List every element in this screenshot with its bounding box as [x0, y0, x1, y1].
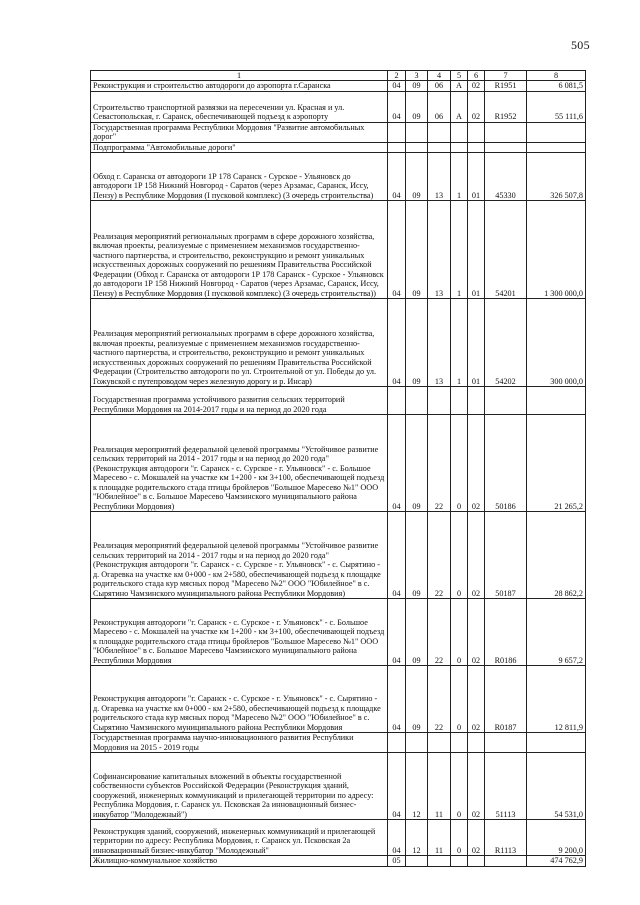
cell-amount: [527, 122, 586, 142]
column-header: 6: [468, 71, 485, 81]
row-name: Подпрограмма "Автомобильные дороги": [91, 142, 388, 153]
row-name: Строительство транспортной развязки на пересечении ул. Красная и ул. Севастопольская, г. Саранск, обеспечивающей подъезд к аэропорту: [91, 91, 388, 122]
cell-code: [485, 856, 527, 867]
cell-section: 04: [388, 415, 406, 512]
cell-code: 45330: [485, 153, 527, 201]
cell-program: 22: [428, 512, 451, 599]
cell-program: 06: [428, 91, 451, 122]
column-header: 8: [527, 71, 586, 81]
cell-subsection: [406, 387, 428, 415]
cell-activity: 01: [468, 299, 485, 387]
table-row: [91, 153, 586, 201]
cell-subprogram: А: [451, 81, 468, 92]
cell-subprogram: 0: [451, 512, 468, 599]
cell-program: [428, 856, 451, 867]
cell-code: 54201: [485, 201, 527, 299]
cell-activity: 02: [468, 415, 485, 512]
cell-subsection: 12: [406, 820, 428, 856]
cell-amount: [527, 142, 586, 153]
cell-section: [388, 387, 406, 415]
table-row: [91, 512, 586, 599]
cell-subprogram: 0: [451, 599, 468, 666]
cell-section: 04: [388, 153, 406, 201]
column-header: 7: [485, 71, 527, 81]
cell-program: [428, 733, 451, 753]
cell-activity: 02: [468, 753, 485, 820]
cell-program: 11: [428, 753, 451, 820]
cell-activity: 01: [468, 153, 485, 201]
cell-amount: [527, 733, 586, 753]
cell-program: 22: [428, 415, 451, 512]
cell-section: 04: [388, 91, 406, 122]
cell-subprogram: [451, 856, 468, 867]
page-number: 505: [571, 38, 590, 52]
cell-program: 13: [428, 153, 451, 201]
column-header: 3: [406, 71, 428, 81]
cell-amount: 9 200,0: [527, 820, 586, 856]
cell-section: [388, 733, 406, 753]
cell-activity: 02: [468, 81, 485, 92]
table-row: [91, 599, 586, 666]
cell-code: R1952: [485, 91, 527, 122]
cell-subprogram: 0: [451, 415, 468, 512]
cell-program: [428, 387, 451, 415]
cell-subprogram: 1: [451, 153, 468, 201]
cell-subprogram: 0: [451, 820, 468, 856]
table-row: [91, 387, 586, 415]
table-body: [91, 81, 586, 867]
row-name: Государственная программа Республики Мордовия "Развитие автомобильных дорог": [91, 122, 388, 142]
cell-amount: 9 657,2: [527, 599, 586, 666]
table-row: [91, 122, 586, 142]
cell-subprogram: 0: [451, 666, 468, 733]
table-row: [91, 415, 586, 512]
cell-amount: 28 862,2: [527, 512, 586, 599]
cell-amount: 54 531,0: [527, 753, 586, 820]
cell-code: 51113: [485, 753, 527, 820]
cell-amount: 21 265,2: [527, 415, 586, 512]
column-header: 5: [451, 71, 468, 81]
cell-activity: [468, 387, 485, 415]
table-row: [91, 142, 586, 153]
cell-subsection: 09: [406, 153, 428, 201]
table-row: [91, 299, 586, 387]
cell-activity: [468, 142, 485, 153]
cell-subsection: 09: [406, 91, 428, 122]
row-name: Жилищно-коммунальное хозяйство: [91, 856, 388, 867]
cell-subprogram: [451, 733, 468, 753]
cell-subprogram: А: [451, 91, 468, 122]
column-header: 4: [428, 71, 451, 81]
cell-section: 04: [388, 666, 406, 733]
cell-code: [485, 122, 527, 142]
row-name: Реализация мероприятий федеральной целевой программы "Устойчивое развитие сельских территорий на 2014 - 2017 годы и на период до 2020 года" (Реконструкция автодороги "г. Саранск - с. Сурское - г. Ульяновск" - с. Большое Маресево - с. Мокшалей на участке км 1+200 - км 3+100, обеспечивающей подъезд к площадке родительского стада птицы бройлеров "Большое Маресево №1" ООО "Юбилейное" в с. Большое Маресево Чамзинского муниципального района Республики Мордовия): [91, 415, 388, 512]
cell-subsection: 09: [406, 666, 428, 733]
cell-program: [428, 122, 451, 142]
budget-table: [90, 70, 586, 867]
row-name: Реконструкция автодороги "г. Саранск - с. Сурское - г. Ульяновск" - с. Сырятино - д. Огаревка на участке км 0+000 - км 2+580, обеспечивающей подъезд к площадке родительского стада кур мясных пород "Маресево №2" ООО "Юбилейное" в с. Сырятино Чамзинского муниципального района Республики Мордовия: [91, 666, 388, 733]
cell-amount: 300 000,0: [527, 299, 586, 387]
cell-amount: 6 081,5: [527, 81, 586, 92]
cell-subsection: 09: [406, 512, 428, 599]
table-row: [91, 201, 586, 299]
cell-activity: [468, 856, 485, 867]
cell-subsection: 09: [406, 599, 428, 666]
cell-section: 04: [388, 201, 406, 299]
row-name: Реконструкция автодороги "г. Саранск - с. Сурское - г. Ульяновск" - с. Большое Маресево - с. Мокшалей на участке км 1+200 - км 3+100, обеспечивающей подъезд к площадке родительского стада птицы бройлеров "Большое Маресево №1" ООО "Юбилейное" в с. Большое Маресево Чамзинского муниципального района Республики Мордовия: [91, 599, 388, 666]
table-row: [91, 91, 586, 122]
cell-activity: 02: [468, 512, 485, 599]
cell-subprogram: 1: [451, 299, 468, 387]
row-name: Софинансирование капитальных вложений в объекты государственной собственности субъектов Российской Федерации (Реконструкция зданий, сооружений, инженерных коммуникаций и прилегающей территории по адресу: Республика Мордовия, г. Саранск ул. Псковская 2а инновационный бизнес-инкубатор "Молодежный"): [91, 753, 388, 820]
cell-code: [485, 733, 527, 753]
table-row: [91, 820, 586, 856]
cell-subsection: [406, 142, 428, 153]
cell-subprogram: 0: [451, 753, 468, 820]
cell-activity: 02: [468, 599, 485, 666]
cell-code: R1113: [485, 820, 527, 856]
cell-code: 50187: [485, 512, 527, 599]
cell-subprogram: [451, 122, 468, 142]
cell-subsection: 12: [406, 753, 428, 820]
column-header: 1: [91, 71, 388, 81]
table-header-row: [91, 71, 586, 81]
cell-subprogram: 1: [451, 201, 468, 299]
cell-activity: [468, 733, 485, 753]
cell-code: 50186: [485, 415, 527, 512]
cell-section: 04: [388, 299, 406, 387]
cell-activity: 02: [468, 820, 485, 856]
cell-subprogram: [451, 387, 468, 415]
row-name: Реконструкция и строительство автодороги до аэропорта г.Саранска: [91, 81, 388, 92]
cell-section: 04: [388, 753, 406, 820]
cell-amount: [527, 387, 586, 415]
table-row: [91, 733, 586, 753]
cell-amount: 474 762,9: [527, 856, 586, 867]
row-name: Реализация мероприятий региональных программ в сфере дорожного хозяйства, включая проекты, реализуемые с применением механизмов государственно-частного партнерства, и строительство, реконструкцию и ремонт уникальных искусственных дорожных сооружений по решениям Правительства Российской Федерации (Обход г. Саранска от автодороги 1Р 178 Саранск - Сурское - Ульяновск до автодороги 1Р 158 Нижний Новгород - Саратов (через Арзамас, Саранск, Иссу, Пензу) в Республике Мордовия (I пусковой комплекс) (3 очередь строительства)): [91, 201, 388, 299]
column-header: 2: [388, 71, 406, 81]
table-row: [91, 856, 586, 867]
cell-program: 11: [428, 820, 451, 856]
cell-program: 22: [428, 599, 451, 666]
row-name: Обход г. Саранска от автодороги 1Р 178 Саранск - Сурское - Ульяновск до автодороги 1Р 158 Нижний Новгород - Саратов (через Арзамас, Саранск, Иссу, Пензу) в Республике Мордовия (I пусковой комплекс) (3 очередь строительства): [91, 153, 388, 201]
cell-program: 06: [428, 81, 451, 92]
cell-code: 54202: [485, 299, 527, 387]
cell-subprogram: [451, 142, 468, 153]
row-name: Реализация мероприятий федеральной целевой программы "Устойчивое развитие сельских территорий на 2014 - 2017 годы и на период до 2020 года" (Реконструкция автодороги "г. Саранск - с. Сурское - г. Ульяновск" - с. Сырятино - д. Огаревка на участке км 0+000 - км 2+580, обеспечивающей подъезд к площадке родительского стада кур мясных пород "Маресево №2" ООО "Юбилейное" в с. Сырятино Чамзинского муниципального района Республики Мордовия): [91, 512, 388, 599]
row-name: Реализация мероприятий региональных программ в сфере дорожного хозяйства, включая проекты, реализуемые с применением механизмов государственно-частного партнерства, и строительство, реконструкцию и ремонт уникальных искусственных дорожных сооружений по решениям Правительства Российской Федерации (Строительство автодороги по ул. Строительной от ул. Победы до ул. Гожувской с путепроводом через железную дорогу и р. Инсар): [91, 299, 388, 387]
cell-subsection: 09: [406, 201, 428, 299]
cell-subsection: [406, 733, 428, 753]
cell-subsection: 09: [406, 299, 428, 387]
cell-subsection: [406, 856, 428, 867]
cell-activity: [468, 122, 485, 142]
cell-subsection: 09: [406, 415, 428, 512]
cell-section: 04: [388, 820, 406, 856]
cell-program: 13: [428, 299, 451, 387]
cell-activity: 01: [468, 201, 485, 299]
cell-section: 04: [388, 512, 406, 599]
cell-activity: 02: [468, 91, 485, 122]
row-name: Государственная программа научно-инновационного развития Республики Мордовия на 2015 - 2019 годы: [91, 733, 388, 753]
table-row: [91, 753, 586, 820]
cell-section: 05: [388, 856, 406, 867]
cell-program: [428, 142, 451, 153]
cell-code: R0187: [485, 666, 527, 733]
row-name: Реконструкция зданий, сооружений, инженерных коммуникаций и прилегающей территории по адресу: Республика Мордовия, г. Саранск ул. Псковская 2а инновационный бизнес-инкубатор "Молодежный": [91, 820, 388, 856]
cell-program: 22: [428, 666, 451, 733]
cell-code: R1951: [485, 81, 527, 92]
cell-subsection: 09: [406, 81, 428, 92]
cell-subsection: [406, 122, 428, 142]
cell-section: 04: [388, 81, 406, 92]
cell-amount: 55 111,6: [527, 91, 586, 122]
cell-activity: 02: [468, 666, 485, 733]
cell-section: 04: [388, 599, 406, 666]
cell-program: 13: [428, 201, 451, 299]
table-row: [91, 666, 586, 733]
row-name: Государственная программа устойчивого развития сельских территорий Республики Мордовия на 2014-2017 годы и на период до 2020 года: [91, 387, 388, 415]
cell-code: [485, 142, 527, 153]
cell-code: [485, 387, 527, 415]
cell-amount: 12 811,9: [527, 666, 586, 733]
cell-section: [388, 122, 406, 142]
cell-amount: 1 300 000,0: [527, 201, 586, 299]
cell-section: [388, 142, 406, 153]
cell-amount: 326 507,8: [527, 153, 586, 201]
cell-code: R0186: [485, 599, 527, 666]
table-row: [91, 81, 586, 92]
